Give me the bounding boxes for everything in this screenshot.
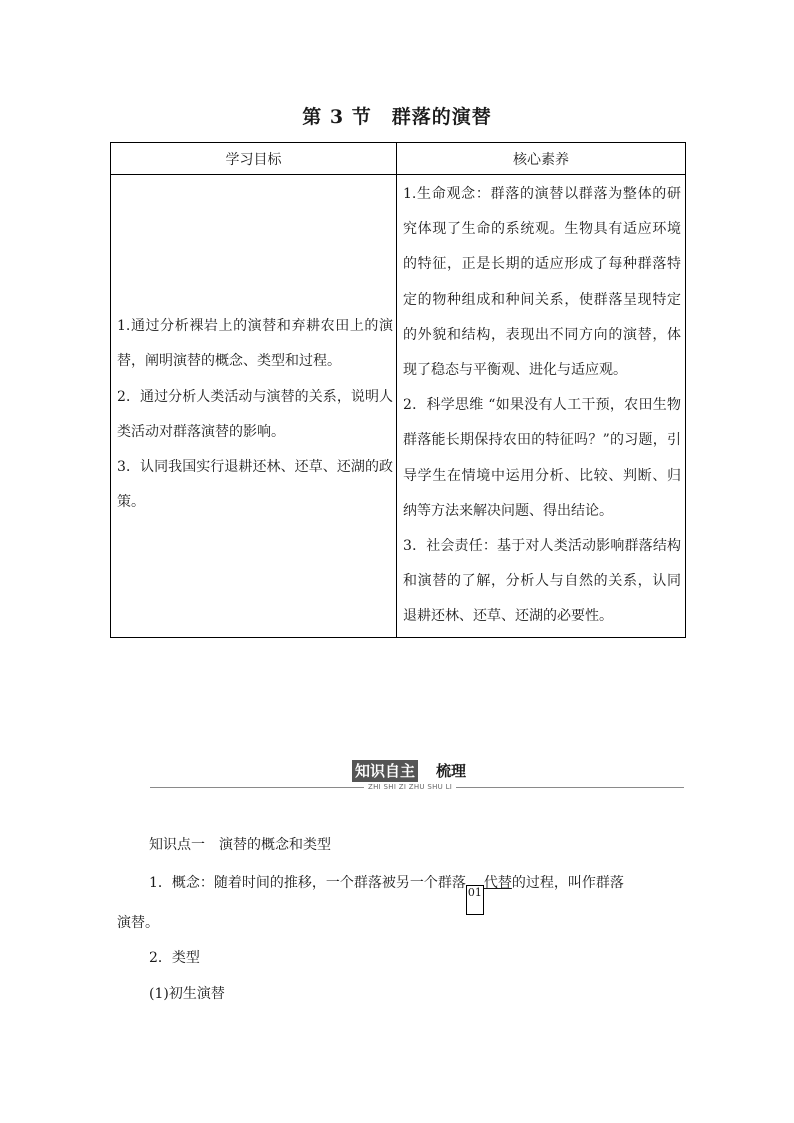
primary-succession-heading: (1)初生演替	[149, 986, 225, 1002]
learning-goals-cell	[111, 175, 397, 638]
concept-prefix: 1．概念：随着时间的推移，一个群落被另一个群落	[149, 875, 466, 891]
section-banner	[150, 760, 684, 794]
literacy-item: 2．科学思维 “如果没有人工干预，农田生物群落能长期保持农田的特征吗？”的习题，引导学生在情境中运用分析、比较、判断、归纳等方法来解决问题、得出结论。	[403, 397, 681, 519]
type-heading: 2．类型	[149, 950, 200, 966]
literacy-item: 1.生命观念：群落的演替以群落为整体的研究体现了生命的系统观。生物具有适应环境的特征，正是长期的适应形成了每种群落特定的物种组成和种间关系，使群落呈现特定的外貌和结构，表现出不同方向的演替，体现了稳态与平衡观、进化与适应观。	[403, 186, 681, 379]
concept-line	[149, 872, 624, 915]
goal-item: 3．认同我国实行退耕还林、还草、还湖的政策。	[117, 459, 393, 511]
core-literacy-cell	[397, 175, 686, 638]
banner-badge: 知识自主	[352, 760, 418, 782]
objectives-table	[110, 142, 686, 638]
goal-item: 2．通过分析人类活动与演替的关系，说明人类活动对群落演替的影响。	[117, 388, 393, 440]
table-content-row	[111, 175, 686, 638]
goal-item: 1.通过分析裸岩上的演替和弃耕农田上的演替，阐明演替的概念、类型和过程。	[117, 318, 393, 370]
concept-wrap-line: 演替。	[117, 915, 159, 931]
page-title: 第 3 节 群落的演替	[302, 106, 492, 128]
banner-title: 梳理	[436, 762, 467, 780]
table-header-row	[111, 143, 686, 175]
header-core-literacy: 核心素养	[397, 143, 686, 175]
literacy-item: 3．社会责任：基于对人类活动影响群落结构和演替的了解，分析人与自然的关系，认同退耕还林、还草、还湖的必要性。	[403, 538, 681, 625]
concept-suffix: 的过程，叫作群落	[511, 875, 624, 891]
banner-pinyin: ZHI SHI ZI ZHU SHU LI	[364, 783, 456, 791]
blank-number-box	[466, 885, 484, 915]
knowledge-point-heading: 知识点一 演替的概念和类型	[149, 837, 331, 853]
blank-number: 01	[467, 886, 482, 899]
header-learning-goals: 学习目标	[111, 143, 397, 175]
concept-answer: 代替	[483, 875, 512, 891]
